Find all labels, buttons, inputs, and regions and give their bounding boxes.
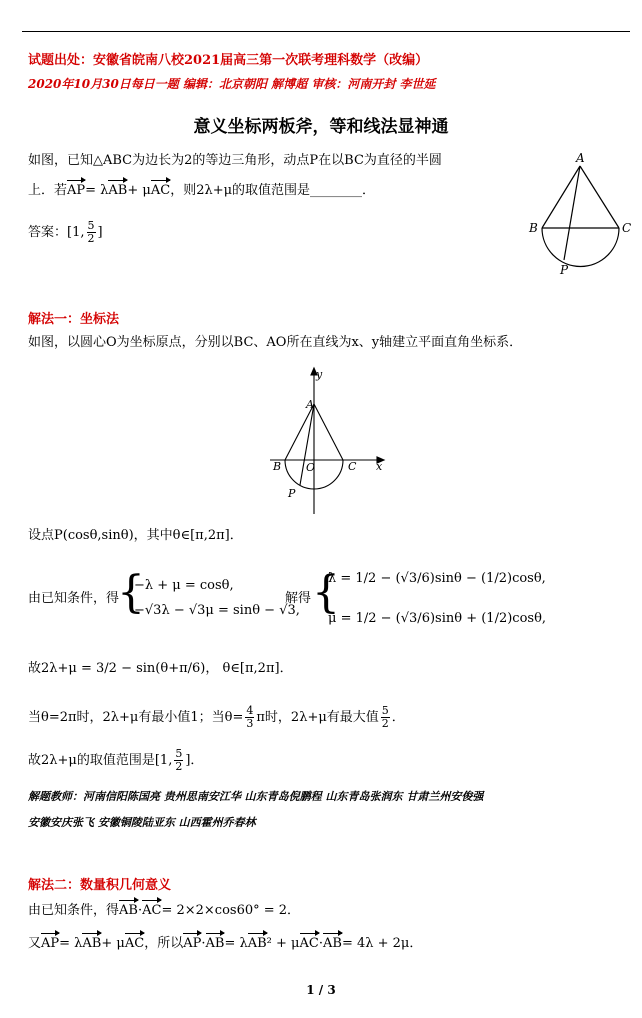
label-y: y: [316, 368, 323, 381]
solve-label: 解得: [285, 591, 312, 606]
label-p: P: [560, 263, 569, 277]
angle-fraction: $\frac{4}{3}$: [246, 704, 254, 730]
result-line: 故2λ+μ = 3/2 − sin(θ+π/6)， θ∈[π,2π]．: [28, 661, 293, 676]
method-1-heading: 解法一：坐标法: [28, 312, 120, 327]
date-credits-line: 2020年10月30日每日一题 编辑：北京朝阳 解博超 审核：河南开封 李世延: [28, 77, 436, 91]
teachers-line-1: 解题教师：河南信阳陈国亮 贵州思南安江华 山东青岛倪鹏程 山东青岛张润东 甘肃兰州安俊强: [28, 790, 484, 803]
solution-2: μ = 1/2 − (√3/6)sinθ + (1/2)cosθ,: [328, 611, 547, 626]
answer-line: 答案：[1, $\frac{5}{2}$ ]: [28, 219, 103, 245]
range-line: 故2λ+μ的取值范围是[1, $\frac{5}{2}$ ]．: [28, 747, 204, 773]
teachers-list: [28, 784, 628, 836]
page-number: 1 / 3: [306, 983, 336, 997]
label-c: C: [622, 221, 632, 235]
vector-ab: AB: [108, 183, 128, 198]
equation-1: −λ + μ = cosθ,: [134, 578, 234, 593]
right-brace: {: [312, 567, 340, 618]
extremum-line: 当θ=2π时，2λ+μ有最小值1；当θ= $\frac{4}{3}$ π时，2λ+μ有最大值 $\frac{5}{2}$ ．: [28, 704, 405, 730]
label-x: x: [376, 460, 383, 473]
answer-fraction: $\frac{5}{2}$: [87, 219, 95, 245]
page-title: 意义坐标两板斧，等和线法显神通: [193, 117, 449, 137]
method-2-line-2: 又AP= λAB+ μAC，所以AP·AB= λAB² + μAC·AB= 4λ + 2μ．: [28, 936, 423, 951]
label-c: C: [348, 460, 357, 473]
edge-ac: [314, 404, 343, 460]
solution-1: λ = 1/2 − (√3/6)sinθ − (1/2)cosθ,: [328, 571, 546, 586]
label-a: A: [306, 398, 314, 411]
max-fraction: $\frac{5}{2}$: [381, 704, 389, 730]
label-b: B: [529, 221, 538, 235]
equation-2: −√3λ − √3μ = sinθ − √3,: [134, 603, 300, 618]
label-a: A: [576, 151, 585, 165]
header-rule: [22, 31, 630, 32]
triangle-semicircle-figure: [520, 150, 635, 280]
range-fraction: $\frac{5}{2}$: [175, 747, 183, 773]
coordinate-figure: [258, 366, 390, 516]
method-2-heading: 解法二：数量积几何意义: [28, 878, 172, 893]
condition-label: 由已知条件，得: [28, 591, 120, 606]
source-line: 试题出处：安徽省皖南八校2021届高三第一次联考理科数学（改编）: [28, 53, 429, 68]
label-p: P: [288, 487, 296, 500]
label-b: B: [273, 460, 282, 473]
left-brace: {: [117, 567, 145, 618]
teachers-line-2: 安徽安庆张飞 安徽铜陵陆亚东 山西霍州乔春林: [28, 816, 256, 829]
vector-ac: AC: [150, 183, 171, 198]
semicircle-arc: [542, 228, 619, 267]
method-1-intro: 如图，以圆心O为坐标原点，分别以BC、AO所在直线为x、y轴建立平面直角坐标系．: [28, 335, 523, 350]
method-2-line-1: 由已知条件，得AB·AC= 2×2×cos60° = 2．: [28, 903, 301, 918]
edge-ac: [580, 166, 619, 228]
problem-line-2: 上．若AP= λAB+ μAC，则2λ+μ的取值范围是________．: [28, 183, 376, 198]
label-o: O: [306, 461, 316, 474]
problem-line-1: 如图，已知△ABC为边长为2的等边三角形，动点P在以BC为直径的半圆: [28, 153, 442, 168]
vector-ap: AP: [67, 183, 86, 198]
let-point-line: 设点P(cosθ,sinθ)，其中θ∈[π,2π]．: [28, 528, 243, 543]
